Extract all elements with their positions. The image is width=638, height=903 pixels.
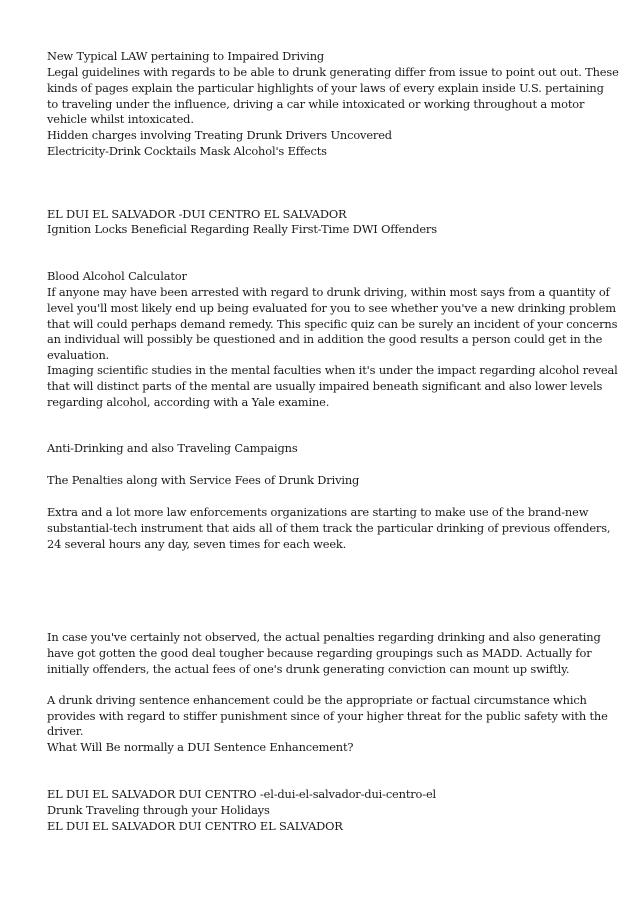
text-line: If anyone may have been arrested with regard to drunk driving, within most says from a quantity of [47, 285, 610, 299]
text-line: 24 several hours any day, seven times for each week. [47, 537, 347, 551]
text-line: initially offenders, the actual fees of one's drunk generating conviction can mount up swiftly. [47, 662, 570, 676]
text-line: Legal guidelines with regards to be able to drunk generating differ from issue to point out out. These [47, 65, 619, 79]
text-line: Anti-Drinking and also Traveling Campaigns [47, 441, 298, 455]
text-line: Extra and a lot more law enforcements organizations are starting to make use of the brand-new [47, 505, 589, 519]
text-line: Drunk Traveling through your Holidays [47, 803, 270, 817]
text-line: The Penalties along with Service Fees of Drunk Driving [47, 473, 360, 487]
text-line: Ignition Locks Beneficial Regarding Really First-Time DWI Offenders [47, 222, 437, 236]
text-line: What Will Be normally a DUI Sentence Enhancement? [47, 740, 354, 754]
text-line: Hidden charges involving Treating Drunk Drivers Uncovered [47, 128, 392, 142]
text-line: Imaging scientific studies in the mental faculties when it's under the impact regarding alcohol reveal [47, 363, 618, 377]
text-line: EL DUI EL SALVADOR DUI CENTRO -el-dui-el-salvador-dui-centro-el [47, 787, 437, 801]
text-line: evaluation. [47, 348, 110, 362]
text-line: substantial-tech instrument that aids all of them track the particular drinking of previous offenders, [47, 521, 611, 535]
text-line: kinds of pages explain the particular highlights of your laws of every explain inside U.S. pertaining [47, 81, 604, 95]
text-line: In case you've certainly not observed, the actual penalties regarding drinking and also generating [47, 630, 601, 644]
text-line: to traveling under the influence, driving a car while intoxicated or working throughout a motor [47, 97, 585, 111]
text-line: EL DUI EL SALVADOR -DUI CENTRO EL SALVADOR [47, 207, 347, 221]
text-line: driver. [47, 724, 84, 738]
text-line: that will distinct parts of the mental are usually impaired beneath significant and also lower levels [47, 379, 603, 393]
text-line: Electricity-Drink Cocktails Mask Alcohol's Effects [47, 144, 327, 158]
text-line: level you'll most likely end up being evaluated for you to see whether you've a new drinking problem [47, 301, 616, 315]
text-line: A drunk driving sentence enhancement could be the appropriate or factual circumstance which [47, 693, 587, 707]
text-line: provides with regard to stiffer punishment since of your higher threat for the public safety with the [47, 709, 608, 723]
text-line: vehicle whilst intoxicated. [47, 112, 194, 126]
text-line: that will could perhaps demand remedy. This specific quiz can be surely an incident of your concerns [47, 317, 618, 331]
text-line: an individual will possibly be questioned and in addition the good results a person could get in the [47, 332, 603, 346]
text-line: regarding alcohol, according with a Yale examine. [47, 395, 330, 409]
text-line: EL DUI EL SALVADOR DUI CENTRO EL SALVADOR [47, 819, 343, 833]
text-line: New Typical LAW pertaining to Impaired Driving [47, 49, 325, 63]
text-line: have got gotten the good deal tougher because regarding groupings such as MADD. Actually for [47, 646, 592, 660]
text-line: Blood Alcohol Calculator [47, 269, 187, 283]
